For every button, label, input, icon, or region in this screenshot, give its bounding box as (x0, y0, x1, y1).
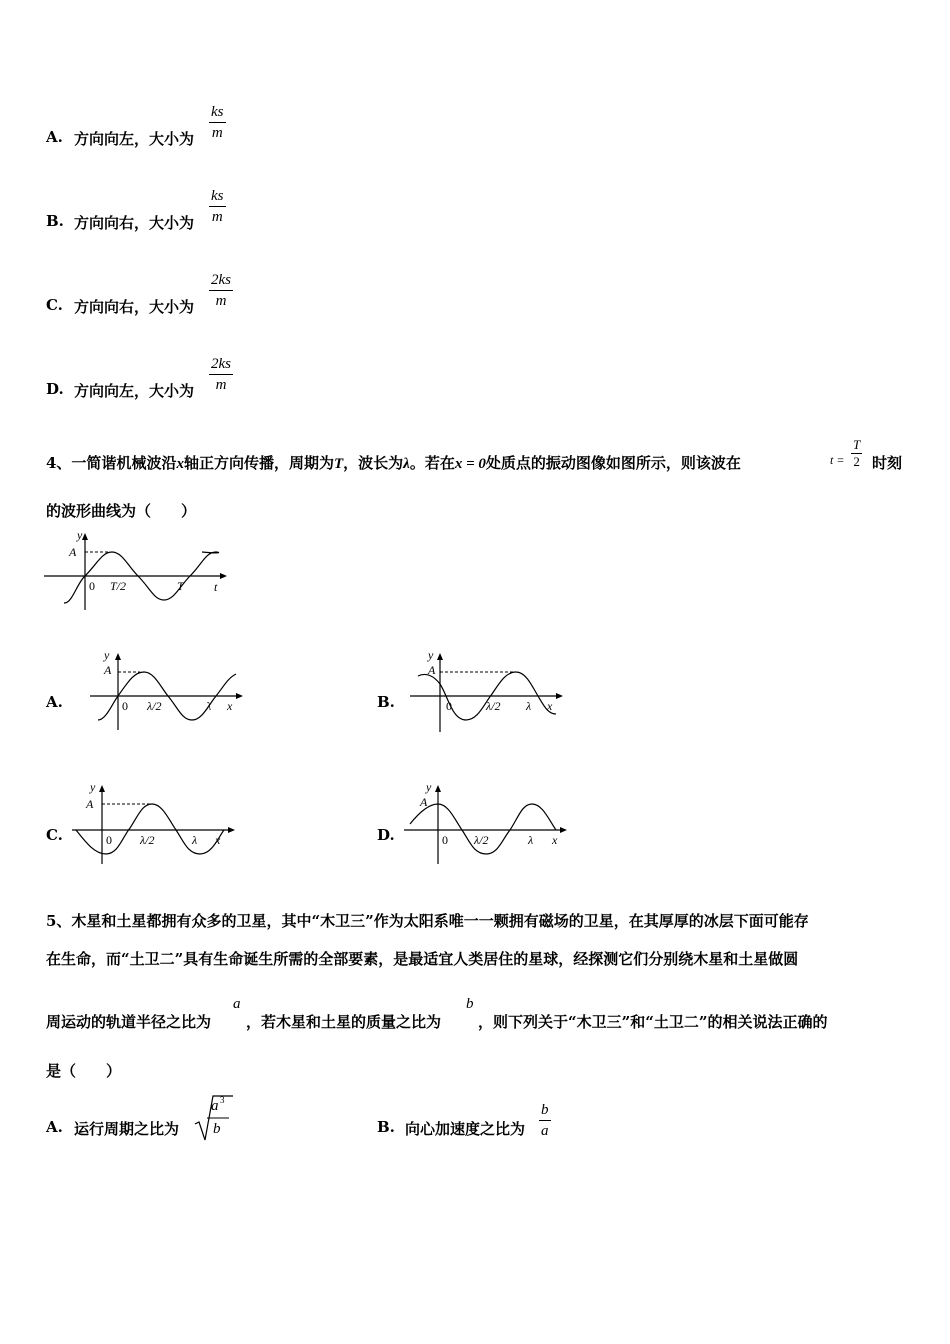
question-5-line-4: 是（ ） (46, 1062, 122, 1080)
question-4-line-1-end: 时刻 (872, 454, 903, 472)
svg-text:x: x (552, 833, 558, 847)
option-letter: B. (377, 693, 395, 711)
svg-text:λ: λ (526, 699, 532, 713)
origin-label: 0 (89, 579, 95, 593)
option-text: 方向向左，大小为 (74, 130, 195, 148)
option-letter: A. (46, 693, 63, 711)
wave-graph-a (90, 648, 250, 732)
option-text: 方向向左，大小为 (74, 382, 195, 400)
svg-text:x: x (227, 699, 233, 713)
option-letter: B. (377, 1118, 395, 1136)
svg-text:λ: λ (192, 833, 198, 847)
svg-text:λ: λ (206, 699, 212, 713)
question-4-line-1: 4、一简谐机械波沿x轴正方向传播，周期为T，波长为λ。若在x = 0处质点的振动图像如图所示，则该波在 (46, 454, 741, 472)
sqrt-numerator: a (211, 1098, 219, 1114)
half-period-label: T/2 (110, 579, 127, 593)
wave-graph-c (72, 780, 242, 864)
svg-text:λ: λ (528, 833, 534, 847)
option-letter: A. (46, 128, 63, 146)
option-letter: C. (46, 296, 63, 314)
question-5-line-3-start: 周运动的轨道半径之比为 (46, 1013, 212, 1031)
y-label: y (77, 528, 83, 542)
wave-graph-d (404, 780, 574, 864)
t-axis-arrow (220, 573, 227, 579)
exponent: 3 (220, 1095, 225, 1105)
svg-text:λ/2: λ/2 (486, 699, 501, 713)
option-letter: D. (377, 826, 395, 844)
svg-text:y: y (428, 648, 434, 662)
svg-text:x: x (215, 833, 221, 847)
amplitude-label: A (69, 545, 77, 559)
svg-text:x: x (547, 699, 553, 713)
ratio-a: a (233, 996, 241, 1012)
fraction: $\frac{2ks}{m}$ (211, 272, 231, 309)
svg-text:0: 0 (106, 833, 112, 847)
question-5-line-3-middle: ，若木星和土星的质量之比为 (246, 1013, 442, 1031)
svg-text:A: A (86, 797, 94, 811)
vibration-curve (64, 552, 219, 603)
svg-text:A: A (428, 663, 436, 677)
option-letter: C. (46, 826, 63, 844)
svg-text:0: 0 (442, 833, 448, 847)
period-label: T (177, 579, 184, 593)
t-equals: t = (830, 453, 845, 467)
sqrt-denominator: b (213, 1121, 221, 1137)
svg-text:A: A (104, 663, 112, 677)
ratio-b: b (466, 996, 474, 1012)
fraction: $\frac{ks}{m}$ (211, 188, 224, 225)
wave-graph-b (410, 648, 570, 732)
option-text: 向心加速度之比为 (405, 1120, 526, 1138)
option-letter: A. (46, 1118, 63, 1136)
option-letter: B. (46, 212, 64, 230)
vibration-graph (44, 528, 234, 612)
question-5-line-2: 在生命，而“土卫二”具有生命诞生所需的全部要素，是最适宜人类居住的星球，经探测它们分别绕木星和土星做圆 (46, 950, 799, 968)
svg-text:0: 0 (122, 699, 128, 713)
fraction: $\frac{2ks}{m}$ (211, 356, 231, 393)
question-4-line-2: 的波形曲线为（ ） (46, 502, 197, 520)
option-letter: D. (46, 380, 64, 398)
t-axis-label: t (214, 580, 218, 594)
svg-text:λ/2: λ/2 (147, 699, 162, 713)
svg-text:A: A (420, 795, 428, 809)
svg-text:λ/2: λ/2 (140, 833, 155, 847)
fraction: $\frac{b}{a}$ (541, 1102, 549, 1139)
t-fraction: $\frac{T}{2}$ (853, 437, 861, 469)
svg-text:0: 0 (446, 699, 452, 713)
option-text: 运行周期之比为 (74, 1120, 180, 1138)
fraction: $\frac{ks}{m}$ (211, 104, 224, 141)
svg-text:λ/2: λ/2 (474, 833, 489, 847)
svg-text:y: y (104, 648, 110, 662)
option-text: 方向向右，大小为 (74, 214, 195, 232)
y-axis-arrow (82, 533, 88, 540)
question-5-line-3-end: ，则下列关于“木卫三”和“土卫二”的相关说法正确的 (478, 1013, 828, 1031)
option-text: 方向向右，大小为 (74, 298, 195, 316)
svg-text:y: y (90, 780, 96, 794)
question-5-line-1: 5、木星和土星都拥有众多的卫星，其中“木卫三”作为太阳系唯一一颗拥有磁场的卫星，在其厚厚的冰层下面可能存 (46, 912, 809, 930)
svg-text:y: y (426, 780, 432, 794)
